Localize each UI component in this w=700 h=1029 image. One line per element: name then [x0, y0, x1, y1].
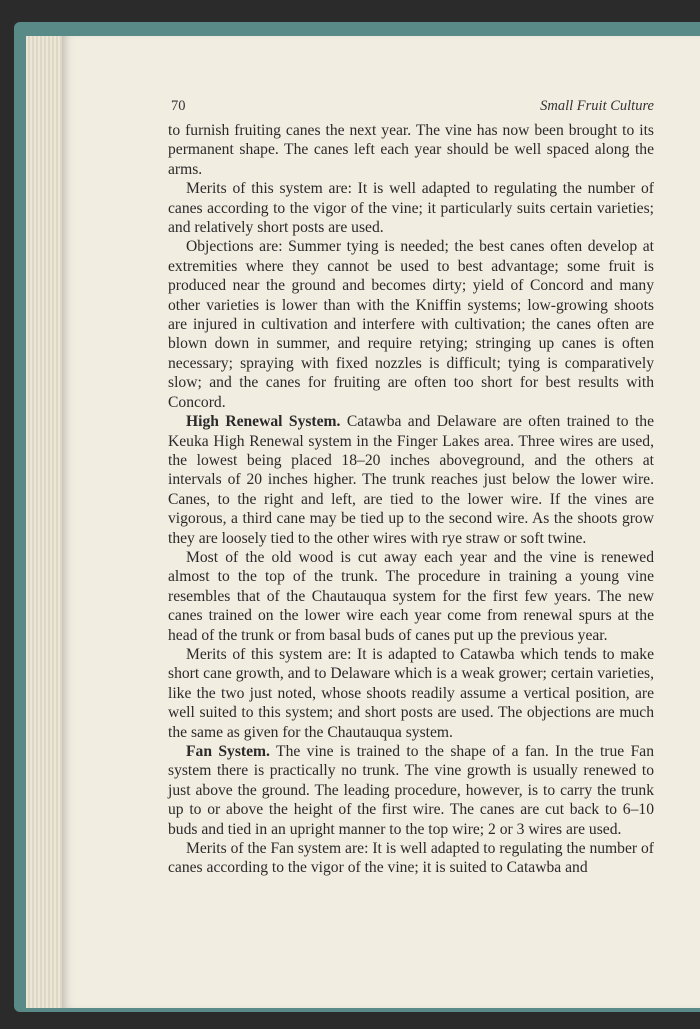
paragraph: Merits of the Fan system are: It is well adapted to regulating the number of canes according to the vigor of the vine; it is suited to Catawba and	[168, 840, 654, 877]
paragraph-text: Catawba and Delaware are often trained to the Keuka High Renewal system in the Finger Lakes area. Three wires are used, the lowest being placed 18–20 inches aboveground, and the others at intervals of 20 inches higher. The trunk reaches just below the lower wire. Canes, to the right and left, are tied to the lower wire. If the vines are vigorous, a third cane may be tied up to the second wire. As the shoots grow they are loosely tied to the other wires with rye straw or soft twine.	[168, 413, 655, 547]
paragraph: Merits of this system are: It is well adapted to regulating the number of canes according to the vigor of the vine; it particularly suits certain varieties; and relatively short posts are used.	[168, 180, 654, 237]
paragraph: Merits of this system are: It is adapted to Catawba which tends to make short cane growth, and to Delaware which is a weak grower; certain varieties, like the two just noted, whose shoots readily assume a vertical position, are well suited to this system; and short posts are used. The objections are much the same as given for the Chautauqua system.	[168, 645, 654, 741]
body-text	[168, 121, 654, 878]
paragraph-text: The vine is trained to the shape of a fan. In the true Fan system there is practically no trunk. The vine growth is usually renewed to just above the ground. The leading procedure, however, is to carry the trunk up to or above the height of the first wire. The canes are cut back to 6–10 buds and tied in an upright manner to the top wire; 2 or 3 wires are used.	[168, 743, 654, 838]
paragraph: to furnish fruiting canes the next year. The vine has now been brought to its permanent shape. The canes left each year should be well spaced along the arms.	[168, 122, 654, 178]
page-number: 70	[171, 98, 186, 114]
page-header	[168, 98, 654, 118]
paragraph	[168, 412, 654, 548]
section-heading-high-renewal: High Renewal System.	[186, 413, 341, 431]
running-title: Small Fruit Culture	[540, 98, 654, 114]
paragraph: Objections are: Summer tying is needed; the best canes often develop at extremities where they cannot be used to best advantage; some fruit is produced near the ground and becomes dirty; yield of Concord and many other varieties is lower than with the Kniffin systems; low-growing shoots are injured in cultivation and interfere with cultivation; the canes often are blown down in summer, and require retying; stringing up canes is often necessary; spraying with fixed nozzles is difficult; tying is comparatively slow; and the canes for fruiting are often too short for best results with Concord.	[168, 238, 654, 411]
paragraph	[168, 742, 654, 839]
paragraph: Most of the old wood is cut away each year and the vine is renewed almost to the top of the trunk. The procedure in training a young vine resembles that of the Chautauqua system for the first few years. The new canes trained on the lower wire each year come from renewal spurs at the head of the trunk or from basal buds of canes put up the previous year.	[168, 548, 654, 644]
section-heading-fan: Fan System.	[186, 743, 270, 760]
